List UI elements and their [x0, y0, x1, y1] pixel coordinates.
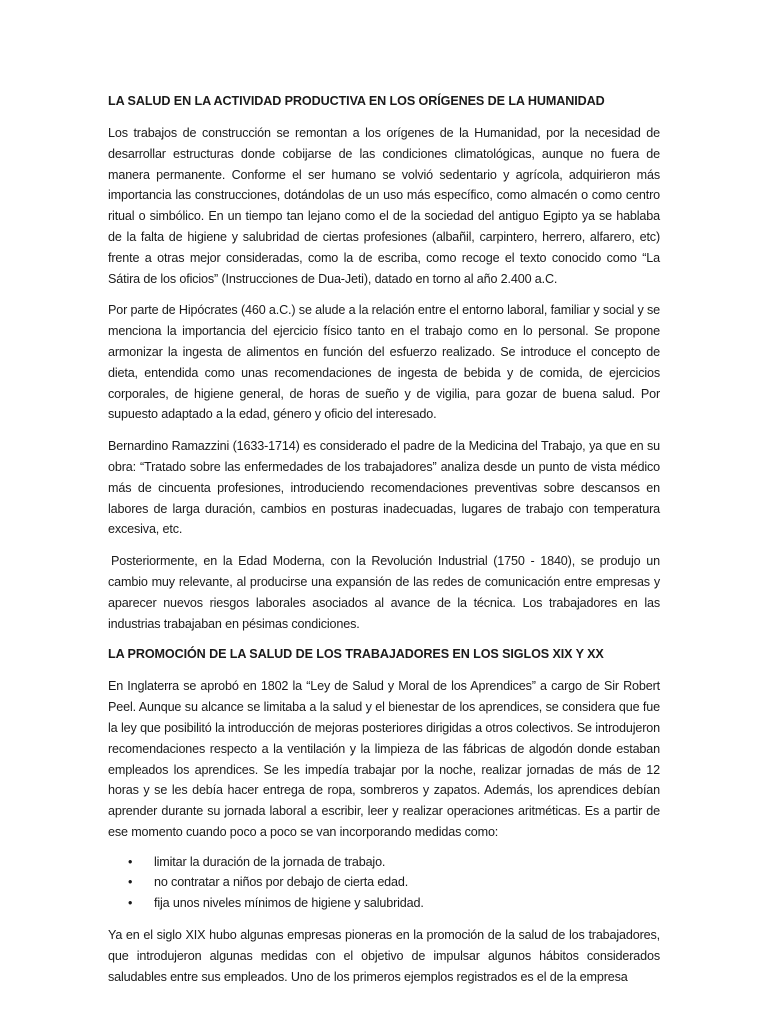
paragraph-apprentices-law: En Inglaterra se aprobó en 1802 la “Ley de Salud y Moral de los Aprendices” a cargo de Sir Robert Peel. Aunque su alcance se limitaba a la salud y el bienestar de los aprendices, se considera que fue la ley que posibilitó la introducción de mejoras posteriores dirigidas a otros colectivos. Se introdujeron recomendaciones respecto a la ventilación y la limpieza de las fábricas de algodón donde estaban empleados los aprendices. Se les impedía trabajar por la noche, realizar jornadas de más de 12 horas y se les debía hacer entrega de ropa, sombreros y zapatos. Además, los aprendices debían aprender durante su jornada laboral a escribir, leer y realizar operaciones aritméticas. Es a partir de ese momento cuando poco a poco se van incorporando medidas como:: [108, 679, 660, 839]
measures-list: [108, 852, 660, 913]
bullet-icon: •: [128, 875, 133, 890]
bullet-icon: •: [128, 854, 133, 869]
list-item-text: fija unos niveles mínimos de higiene y salubridad.: [154, 895, 424, 910]
bullet-icon: •: [128, 895, 133, 910]
section-heading-promotion: LA PROMOCIÓN DE LA SALUD DE LOS TRABAJADORES EN LOS SIGLOS XIX Y XX: [108, 647, 604, 662]
list-item-text: limitar la duración de la jornada de trabajo.: [154, 854, 386, 869]
list-item: [108, 872, 660, 892]
list-item: [108, 852, 660, 872]
paragraph-industrial-revolution: Posteriormente, en la Edad Moderna, con la Revolución Industrial (1750 - 1840), se produjo un cambio muy relevante, al producirse una expansión de las redes de comunicación entre empresas y aparecer nuevos riesgos laborales asociados al avance de la técnica. Los trabajadores en las industrias trabajaban en pésimas condiciones.: [108, 554, 660, 631]
paragraph-pioneer-companies: Ya en el siglo XIX hubo algunas empresas pioneras en la promoción de la salud de los trabajadores, que introdujeron algunas medidas con el objetivo de impulsar algunos hábitos considerados saludables entre sus empleados. Uno de los primeros ejemplos registrados es el de la empresa: [108, 927, 660, 984]
list-item-text: no contratar a niños por debajo de cierta edad.: [154, 875, 409, 890]
paragraph-construction-origins: Los trabajos de construcción se remontan a los orígenes de la Humanidad, por la necesidad de desarrollar estructuras donde cobijarse de las condiciones climatológicas, aunque no fuera de manera permanente. Conforme el ser humano se volvió sedentario y agrícola, adquirieron más importancia las construcciones, dotándolas de un uso más específico, como almacén o como centro ritual o simbólico. En un tiempo tan lejano como el de la sociedad del antiguo Egipto ya se hablaba de la falta de higiene y salubridad de ciertas profesiones (albañil, carpintero, herrero, alfarero, etc) frente a otras mejor consideradas, como la de escriba, como recoge el texto conocido como “La Sátira de los oficios” (Instrucciones de Dua-Jeti), datado en torno al año 2.400 a.C.: [108, 126, 660, 286]
section-heading-origins: LA SALUD EN LA ACTIVIDAD PRODUCTIVA EN LOS ORÍGENES DE LA HUMANIDAD: [108, 94, 605, 108]
list-item: [108, 893, 660, 913]
paragraph-ramazzini: Bernardino Ramazzini (1633-1714) es considerado el padre de la Medicina del Trabajo, ya que en su obra: “Tratado sobre las enfermedades de los trabajadores” analiza desde un punto de vista médico más de cincuenta profesiones, introduciendo recomendaciones preventivas sobre descansos en labores de larga duración, cambios en posturas inadecuadas, lugares de trabajo con temperatura excesiva, etc.: [108, 439, 660, 537]
document-page: [108, 92, 660, 998]
paragraph-hippocrates: Por parte de Hipócrates (460 a.C.) se alude a la relación entre el entorno laboral, familiar y social y se menciona la importancia del ejercicio físico tanto en el trabajo como en lo personal. Se propone armonizar la ingesta de alimentos en función del esfuerzo realizado. Se introduce el concepto de dieta, entendida como unas recomendaciones de ingesta de bebida y de comida, de ejercicios corporales, de higiene general, de horas de sueño y de vigilia, para gozar de buena salud. Por supuesto adaptado a la edad, género y oficio del interesado.: [108, 303, 660, 422]
